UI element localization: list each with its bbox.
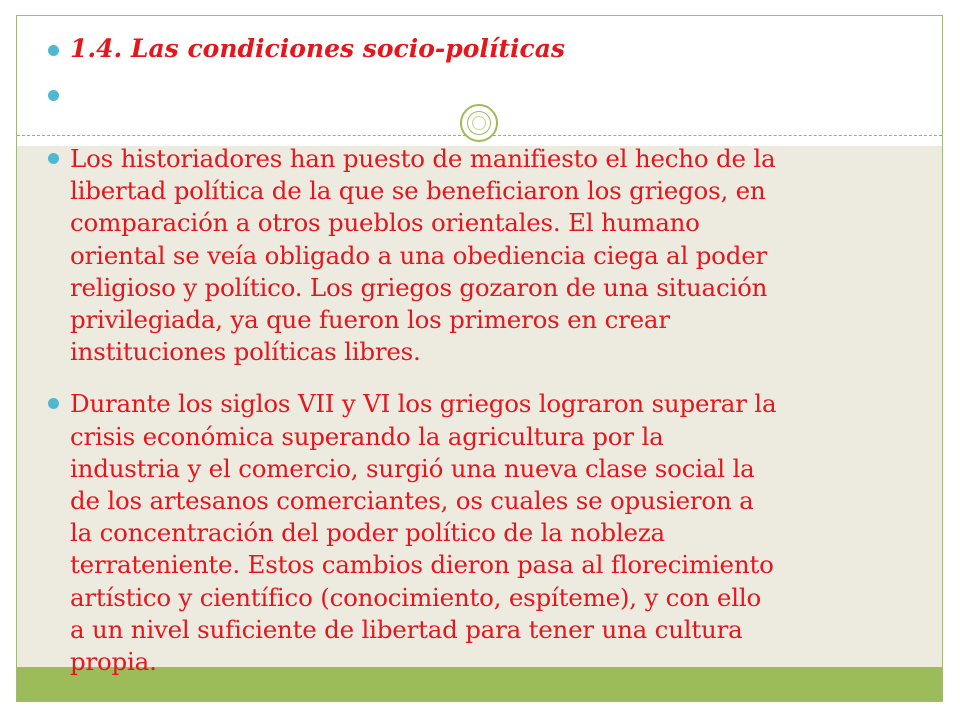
bullet-item-title [70, 31, 920, 88]
bullet-item-paragraph [70, 388, 920, 678]
bullet-icon [48, 153, 59, 164]
bullet-item-empty [70, 88, 920, 143]
text-line: artístico y científico (conocimiento, espíteme), y con ello [70, 582, 762, 612]
text-line: comparación a otros pueblos orientales. El humano [70, 208, 700, 238]
text-line: religioso y político. Los griegos gozaron de una situación [70, 272, 768, 302]
text-line: propia. [70, 647, 157, 677]
text-line: libertad política de la que se beneficiaron los griegos, en [70, 176, 766, 206]
text-line: crisis económica superando la agricultura por la [70, 421, 664, 451]
body-paragraph [70, 143, 920, 368]
bullet-item-paragraph [70, 143, 920, 368]
text-line: industria y el comercio, surgió una nueva clase social la [70, 453, 755, 483]
bullet-icon [48, 45, 59, 56]
text-line: Durante los siglos VII y VI los griegos lograron superar la [70, 389, 777, 419]
slide-title: 1.4. Las condiciones socio-políticas [70, 34, 565, 63]
slide-content [70, 31, 920, 678]
text-line: Los historiadores han puesto de manifiesto el hecho de la [70, 144, 776, 173]
body-paragraph [70, 388, 920, 678]
text-line: privilegiada, ya que fueron los primeros en crear [70, 305, 670, 335]
text-line: terrateniente. Estos cambios dieron pasa al florecimiento [70, 550, 774, 580]
text-line: de los artesanos comerciantes, os cuales se opusieron a [70, 486, 754, 516]
text-line: a un nivel suficiente de libertad para tener una cultura [70, 614, 743, 644]
text-line: oriental se veía obligado a una obediencia ciega al poder [70, 240, 768, 270]
bullet-icon [48, 90, 59, 101]
text-line: instituciones políticas libres. [70, 337, 421, 367]
text-line: la concentración del poder político de la nobleza [70, 518, 665, 548]
